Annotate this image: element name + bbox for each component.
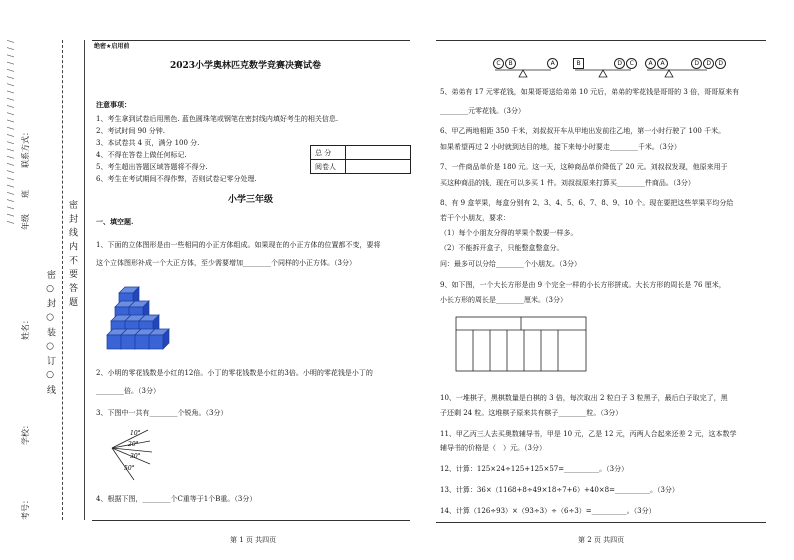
exam-no-label: 考号： [21, 496, 30, 520]
contact-label: 联系方式： [21, 128, 30, 168]
page-footer-right: 第 2 页 共四页 [578, 536, 625, 544]
question-7-line1: 7、一件商品单价是 180 元。这一天，这种商品单价降低了 20 元。刘叔叔发现，他原来用于 [440, 163, 728, 171]
question-1-line2: 这个立体图形补成一个大正方体，至少需要增加________个同样的小正方体。（3分） [96, 259, 356, 267]
question-8-line4: （2）不能拆开盒子，只能整盒整盒分。 [440, 244, 564, 252]
section-heading: 一、填空题. [96, 217, 134, 226]
balance-right: A A D D D [645, 50, 727, 78]
question-7-line2: 买这种商品的钱，现在可以多买 1 件。刘叔叔原来打算买________件商品。（3分） [440, 179, 695, 187]
score-cell[interactable] [346, 146, 411, 160]
score-label: 总 分 [311, 146, 346, 160]
seal-line [62, 40, 64, 520]
note-6: 6、考生在考试期间不得作弊，否则试卷记零分处理. [96, 175, 257, 183]
question-6-line1: 6、甲乙两地相距 350 千米，刘叔叔开车从甲地出发前往乙地，第一小时行驶了 100 千米。 [440, 127, 726, 135]
question-11-line1: 11、甲乙丙三人去买奥数辅导书，甲是 10 元，乙是 12 元，丙两人合起来还差 2 元，这本数学 [440, 430, 737, 438]
grade-label: 年级 [21, 214, 30, 230]
question-9-line2: 小长方形的周长是________厘米。（3分） [440, 296, 567, 304]
question-10-line2: 子还剩 24 粒。这堆棋子原来共有棋子________粒。（3分） [440, 409, 623, 417]
angle-label-10: 10° [130, 430, 141, 437]
question-4: 4、根据下图，________个C重等于1个B重。（3分） [96, 495, 257, 503]
reviewer-label: 阅卷人 [311, 160, 346, 174]
question-1-line1: 1、下面的立体图形是由一些相同的小正方体组成。如果现在的小正方体的位置都不变，要将 [96, 241, 381, 249]
rectangle-figure [455, 316, 587, 372]
bottom-rule [92, 520, 410, 521]
page-footer-left: 第 1 页 共四页 [230, 536, 277, 544]
question-10-line1: 10、一堆棋子，黑棋数量是白棋的 3 倍，每次取出 2 粒白子 3 粒黑子，最后白子取完了，黑 [440, 394, 728, 402]
dash-column: / / / / / / / / / / / / / / / / / / / / / / / / / / [6, 40, 15, 225]
note-5: 5、考生超出答题区域答题将不得分. [96, 163, 208, 171]
balance-beam-right [645, 68, 709, 78]
question-9-line1: 9、如下图，一个大长方形是由 9 个完全一样的小长方形拼成。大长方形的周长是 76 厘米， [440, 281, 726, 289]
question-8-line5: 问：最多可以分给________个小朋友。（3分） [440, 260, 581, 268]
balance-beam-mid [573, 68, 633, 78]
angle-label-30: 30° [130, 453, 141, 460]
question-11-line2: 辅导书的价格是（ ）元。（3分） [440, 444, 546, 452]
top-rule [92, 40, 410, 41]
question-13: 13、计算：36×（1168+8÷49×18÷7+6）+40×8=__________。（3分） [440, 486, 679, 494]
note-2: 2、考试时间 90 分钟. [96, 127, 166, 135]
secret-mark: 绝密★启用前 [94, 43, 130, 50]
note-1: 1、考生拿到试卷后用黑色. 蓝色圆珠笔或钢笔在密封线内填好考生的相关信息. [96, 115, 339, 123]
question-6-line2: 如果希望再过 2 小时就到达目的地，接下来每小时要走________千米。（3分） [440, 143, 681, 151]
angle-figure [108, 424, 168, 484]
question-5-line2: ________元零花钱。（3分） [440, 107, 525, 115]
balance-beam-left [493, 68, 553, 78]
balance-mid: B D C [573, 50, 638, 78]
name-label: 姓名： [21, 316, 30, 340]
note-3: 3、本试卷共 4 页，满分 100 分. [96, 139, 200, 147]
school-label: 学校： [21, 421, 30, 445]
angle-label-50: 50° [124, 465, 135, 472]
score-table [310, 145, 411, 174]
notes-heading: 注意事项： [96, 100, 131, 109]
exam-title: 2023小学奥林匹克数学竞赛决赛试卷 [170, 61, 322, 71]
seal-text: 密 ○ 封 ○ 装 ○ 订 ○ 线 [45, 270, 55, 395]
reviewer-cell[interactable] [346, 160, 411, 174]
question-2-line2: ________倍。（3分） [96, 387, 160, 395]
note-4: 4、不得在答卷上做任何标记. [96, 151, 187, 159]
grade-title: 小学三年级 [228, 195, 274, 205]
question-2-line1: 2、小明的零花钱数是小红的12倍。小丁的零花钱数是小红的3倍。小明的零花钱是小丁的 [96, 369, 373, 377]
cube-figure [105, 283, 190, 358]
angle-label-20: 20° [128, 441, 139, 448]
question-8-line1: 8、有 9 盒苹果，每盒分别有 2、3、4、5、6、7、8、9、10 个。现在要把这些苹果平均分给 [440, 199, 734, 207]
question-3: 3、下图中一共有________个锐角。（3分） [96, 409, 228, 417]
top-rule-right [436, 40, 766, 41]
bottom-rule-right [436, 522, 766, 523]
question-5-line1: 5、弟弟有 17 元零花钱，如果哥哥送给弟弟 10 元后，弟弟的零花钱是哥哥的 3 倍，哥哥原来有 [440, 88, 740, 96]
question-8-line3: （1）每个小朋友分得的苹果个数要一样多。 [440, 229, 578, 237]
question-12: 12、计算：125×24÷125+125×57=__________。（3分） [440, 465, 629, 473]
question-8-line2: 若干个小朋友，要求： [440, 214, 510, 222]
warning-text: 密 封 线 内 不 要 答 题 [67, 200, 77, 308]
class-label: 班 [21, 190, 30, 198]
question-14: 14、计算（126÷93）×（93÷3）÷（6÷3）=__________。（3分） [440, 507, 656, 515]
seal-line-inner [84, 40, 86, 520]
balance-left: C B A [493, 50, 559, 78]
